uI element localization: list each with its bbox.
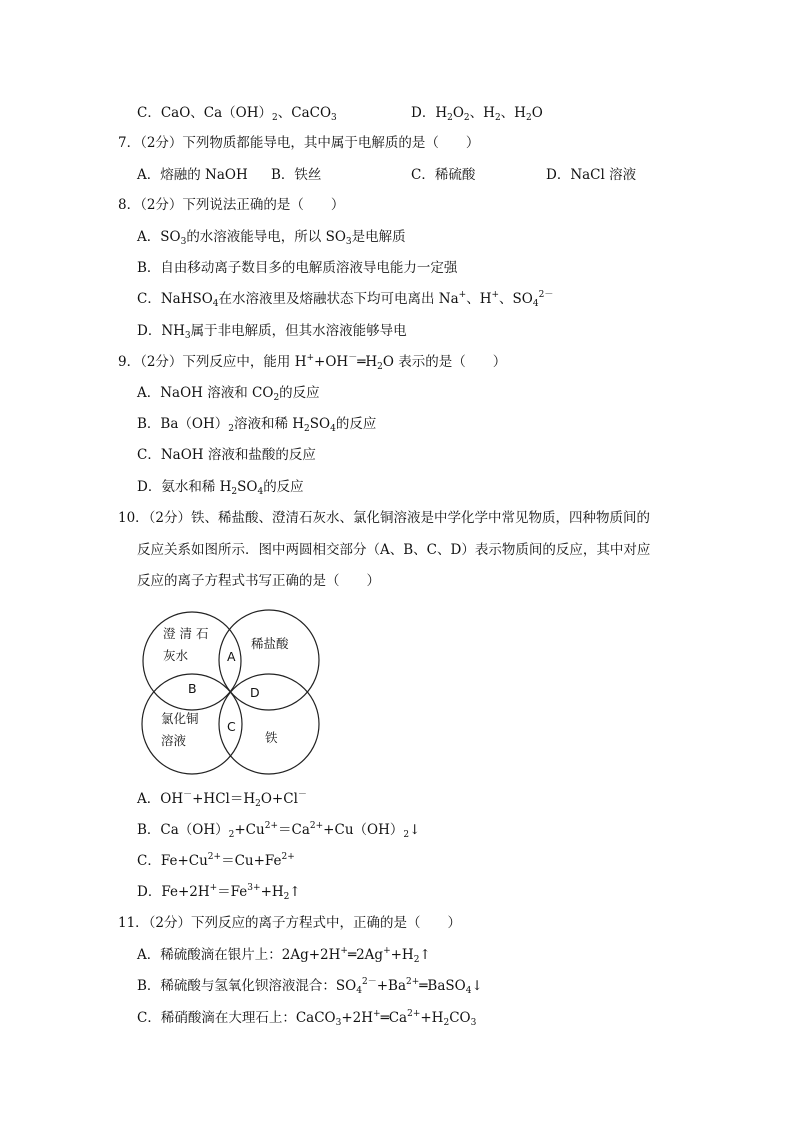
q11-option-a: A．稀硫酸滴在银片上：$2Ag+2H^+═2Ag^++H_2↑$ — [137, 946, 431, 965]
q7-option-d: D．NaCl 溶液 — [546, 167, 637, 183]
q8-option-b: B．自由移动离子数目多的电解质溶液导电能力一定强 — [137, 260, 458, 276]
venn-diagram — [134, 604, 324, 782]
q8-stem: 8．（2分）下列说法正确的是（ ） — [118, 197, 345, 213]
label-c: C — [227, 719, 236, 734]
q7-option-b: B．铁丝 — [271, 167, 322, 183]
label-iron: 铁 — [265, 730, 278, 745]
q6-option-d: D．$H_2O_2$、$H_2$、$H_2O$ — [411, 105, 543, 123]
q10-stem-line1: 10．（2分）铁、稀盐酸、澄清石灰水、氯化铜溶液是中学化学中常见物质，四种物质间的 — [118, 510, 651, 526]
q11-option-b: B．稀硫酸与氢氧化钡溶液混合：$SO_4^{2-}+Ba^{2+}═BaSO_4↓$ — [137, 977, 483, 996]
label-limewater-1: 澄 清 石 — [163, 626, 209, 641]
q8-option-c: C．NaHSO$_4$在水溶液里及熔融状态下均可电离出 Na+、H+、$SO_4^{2-}$ — [137, 290, 554, 309]
label-cucl2-1: 氯化铜 — [161, 711, 199, 726]
q8-option-d: D．$NH_3$属于非电解质，但其水溶液能够导电 — [137, 323, 407, 341]
q6-option-c: C．CaO、$Ca(OH)_2$、CaCO$_3$ — [137, 105, 337, 123]
q7-stem: 7．（2分）下列物质都能导电，其中属于电解质的是（ ） — [118, 135, 480, 151]
q10-option-c: C．$Fe+Cu^{2+}=Cu+Fe^{2+}$ — [137, 852, 295, 869]
q9-option-b: B．$Ba(OH)_2$溶液和稀 $H_2SO_4$的反应 — [137, 416, 377, 434]
q11-stem: 11．（2分）下列反应的离子方程式中，正确的是（ ） — [118, 915, 462, 931]
label-cucl2-2: 溶液 — [161, 733, 187, 748]
q9-stem: 9．（2分）下列反应中，能用 $H^++OH^-═H_2O$ 表示的是（ ） — [118, 353, 507, 372]
label-limewater-2: 灰水 — [163, 648, 189, 663]
q7-option-c: C．稀硫酸 — [411, 167, 476, 183]
q9-option-a: A．NaOH 溶液和 $CO_2$的反应 — [137, 385, 320, 403]
label-b: B — [188, 681, 197, 696]
label-d: D — [250, 685, 260, 700]
q10-option-a: A．$OH^-+HCl=H_2O+Cl^-$ — [137, 790, 307, 809]
q10-option-b: B．$Ca(OH)_2+Cu^{2+}=Ca^{2+}+Cu(OH)_2↓$ — [137, 821, 421, 840]
q9-option-d: D．氨水和稀 $H_2SO_4$的反应 — [137, 479, 304, 497]
q10-option-d: D．$Fe+2H^+=Fe^{3+}+H_2↑$ — [137, 883, 301, 902]
q11-option-c: C．稀硝酸滴在大理石上：$CaCO_3+2H^+═Ca^{2+}+H_2CO_3$ — [137, 1009, 477, 1028]
q7-option-a: A．熔融的 NaOH — [137, 167, 248, 183]
label-a: A — [227, 649, 236, 664]
q10-stem-line3: 反应的离子方程式书写正确的是（ ） — [137, 573, 380, 589]
q10-stem-line2: 反应关系如图所示．图中两圆相交部分（A、B、C、D）表示物质间的反应，其中对应 — [137, 542, 651, 558]
label-hcl: 稀盐酸 — [251, 636, 289, 651]
q9-option-c: C．NaOH 溶液和盐酸的反应 — [137, 447, 316, 463]
q8-option-a: A．$SO_3$的水溶液能导电，所以 $SO_3$是电解质 — [137, 229, 406, 247]
